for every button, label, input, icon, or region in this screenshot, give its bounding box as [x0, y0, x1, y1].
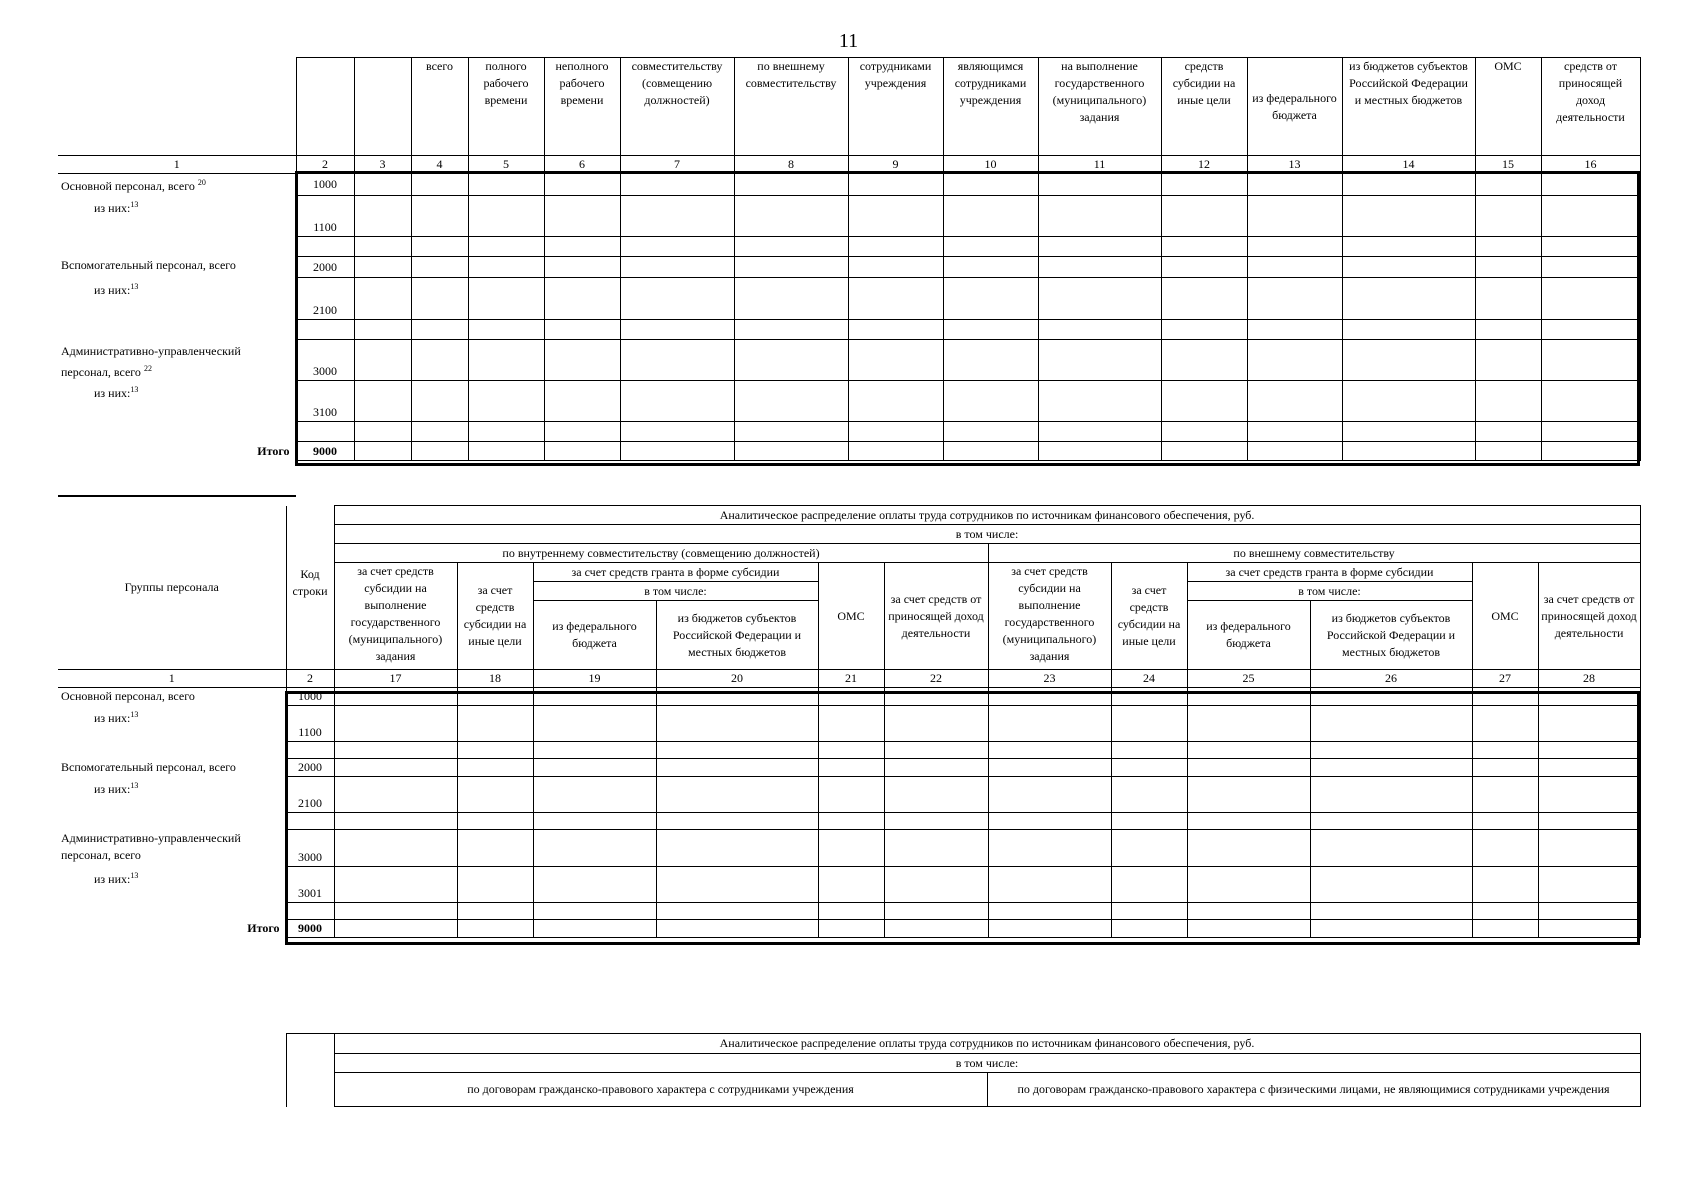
col-number: 28: [1538, 670, 1640, 688]
row-label: [58, 777, 286, 813]
footnote-ref: 22: [143, 363, 152, 373]
row-code: 2100: [296, 278, 354, 320]
middle-row-1000: [58, 688, 1640, 706]
row-label: Вспомогательный персонал, всего: [61, 257, 236, 272]
bottom-table: [58, 1033, 1641, 1107]
row-code: 1100: [296, 196, 354, 237]
group-header: Группы персонала: [58, 506, 286, 670]
row-label: Административно-управленческий персонал, всего: [61, 830, 241, 862]
row-label-text: из них:: [94, 871, 131, 886]
top-header-part-time: неполного рабочего времени: [544, 58, 620, 156]
oms-header: ОМС: [818, 563, 884, 670]
row-label: [58, 340, 296, 381]
col-number: 27: [1472, 670, 1538, 688]
grant-header: за счет средств гранта в форме субсидии: [1187, 563, 1472, 582]
top-row-3000: [58, 340, 1640, 381]
external-combo-header: по внешнему совместительству: [988, 544, 1640, 563]
top-header-full-time: полного рабочего времени: [468, 58, 544, 156]
row-label: [58, 196, 296, 237]
subsidy-other-header: за счет средств субсидии на иные цели: [457, 563, 533, 670]
middle-col-numbers: [58, 670, 1640, 688]
row-code: 3000: [286, 830, 334, 867]
gph-other-header: по договорам гражданско-правового характера с физическими лицами, не являющимися сотрудниками учреждения: [987, 1073, 1640, 1107]
bottom-title: Аналитическое распределение оплаты труда сотрудников по источникам финансового обеспечения, руб.: [334, 1034, 1640, 1054]
middle-row-blank: [58, 813, 1640, 830]
middle-row-blank: [58, 742, 1640, 759]
top-row-2100: [58, 278, 1640, 320]
income-header: за счет средств от приносящей доход деятельности: [884, 563, 988, 670]
middle-row-2000: [58, 759, 1640, 777]
page-number: 11: [838, 30, 859, 52]
row-label-text: из них:: [94, 282, 131, 297]
middle-row-2100: [58, 777, 1640, 813]
col-number: 6: [544, 156, 620, 174]
footnote-ref: 20: [197, 178, 206, 187]
col-number: 12: [1161, 156, 1247, 174]
top-header-col3: [354, 58, 411, 156]
oms-header: ОМС: [1472, 563, 1538, 670]
code-header: Код строки: [286, 506, 334, 670]
row-code: 3100: [296, 381, 354, 422]
middle-title-row: [58, 506, 1640, 525]
col-number: 1: [58, 156, 296, 174]
row-code: 2100: [286, 777, 334, 813]
top-header-external-combo: по внешнему совместительству: [734, 58, 848, 156]
row-label-text: из них:: [94, 200, 131, 215]
row-code: 1000: [286, 688, 334, 706]
col-number: 2: [296, 156, 354, 174]
col-number: 21: [818, 670, 884, 688]
in-that-number: в том числе:: [334, 525, 1640, 544]
top-header-other-goals: средств субсидии на иные цели: [1161, 58, 1247, 156]
top-header-non-staff: являющимся сотрудниками учреждения: [943, 58, 1038, 156]
internal-combo-header: по внутреннему совместительству (совмещению должностей): [334, 544, 988, 563]
top-row-3100: [58, 381, 1640, 422]
col-number: 13: [1247, 156, 1342, 174]
row-code: 9000: [296, 442, 354, 461]
row-code: 1000: [296, 174, 354, 196]
col-number: 25: [1187, 670, 1310, 688]
col-number: 10: [943, 156, 1038, 174]
top-header-row: [58, 58, 1640, 156]
footnote-ref: 13: [130, 709, 139, 719]
col-number: 7: [620, 156, 734, 174]
footnote-ref: 13: [130, 870, 139, 880]
col-number: 15: [1475, 156, 1541, 174]
top-row-blank: [58, 422, 1640, 442]
row-label: [58, 381, 296, 422]
top-row-1100: [58, 196, 1640, 237]
top-header-col1: [58, 58, 296, 156]
row-code: 2000: [296, 257, 354, 278]
col-number: 2: [286, 670, 334, 688]
middle-row-blank: [58, 903, 1640, 920]
top-header-federal: из федерального бюджета: [1247, 58, 1342, 156]
subsidy-other-header: за счет средств субсидии на иные цели: [1111, 563, 1187, 670]
col-number: 20: [656, 670, 818, 688]
row-label-text: Основной персонал, всего: [61, 179, 195, 193]
col-number: 16: [1541, 156, 1640, 174]
footnote-ref: 13: [130, 384, 139, 394]
row-label: [58, 706, 286, 742]
row-label: [58, 174, 296, 196]
bottom-title-row: [58, 1034, 1640, 1054]
top-header-code: [296, 58, 354, 156]
row-code: 3000: [296, 340, 354, 381]
top-header-income: средств от приносящей доход деятельности: [1541, 58, 1640, 156]
col-number: 14: [1342, 156, 1475, 174]
col-number: 11: [1038, 156, 1161, 174]
middle-row-1100: [58, 706, 1640, 742]
total-label: Итого: [257, 443, 290, 458]
row-label-text: из них:: [94, 385, 131, 400]
subsidy-task-header: за счет средств субсидии на выполнение государственного (муниципального) задания: [334, 563, 457, 670]
col-number: 5: [468, 156, 544, 174]
top-header-regional: из бюджетов субъектов Российской Федерации и местных бюджетов: [1342, 58, 1475, 156]
col-number: 24: [1111, 670, 1187, 688]
top-header-total: всего: [411, 58, 468, 156]
total-label: Итого: [247, 921, 280, 935]
top-table: [58, 57, 1641, 461]
top-row-1000: [58, 174, 1640, 196]
footnote-separator: [58, 495, 296, 497]
row-label-text: из них:: [94, 710, 131, 725]
row-label: [58, 867, 286, 903]
top-header-oms: ОМС: [1475, 58, 1541, 156]
in-that-number: в том числе:: [334, 1054, 1640, 1073]
grant-sub-header: в том числе:: [1187, 582, 1472, 601]
grant-header: за счет средств гранта в форме субсидии: [533, 563, 818, 582]
col-number: 4: [411, 156, 468, 174]
footnote-ref: 13: [130, 780, 139, 790]
middle-table: [58, 505, 1641, 938]
regional-header: из бюджетов субъектов Российской Федерации и местных бюджетов: [1310, 601, 1472, 670]
footnote-ref: 13: [130, 199, 139, 209]
col-number: 19: [533, 670, 656, 688]
footnote-ref: 13: [130, 281, 139, 291]
gph-staff-header: по договорам гражданско-правового характера с сотрудниками учреждения: [334, 1073, 987, 1107]
row-label-text: Административно-управленческий персонал, всего: [61, 343, 241, 379]
middle-row-total: [58, 920, 1640, 938]
top-row-blank: [58, 320, 1640, 340]
top-row-total: [58, 442, 1640, 461]
col-number: 1: [58, 670, 286, 688]
middle-title: Аналитическое распределение оплаты труда сотрудников по источникам финансового обеспечения, руб.: [334, 506, 1640, 525]
col-number: 26: [1310, 670, 1472, 688]
middle-row-3001: [58, 867, 1640, 903]
federal-header: из федерального бюджета: [1187, 601, 1310, 670]
row-code: 2000: [286, 759, 334, 777]
row-code: 3001: [286, 867, 334, 903]
middle-row-3000: [58, 830, 1640, 867]
income-header: за счет средств от приносящей доход деятельности: [1538, 563, 1640, 670]
top-col-numbers: [58, 156, 1640, 174]
row-label: [58, 278, 296, 320]
subsidy-task-header: за счет средств субсидии на выполнение государственного (муниципального) задания: [988, 563, 1111, 670]
row-label: Основной персонал, всего: [61, 689, 195, 703]
col-number: 17: [334, 670, 457, 688]
row-code: 9000: [286, 920, 334, 938]
top-header-internal-combo: совместительству (совмещению должностей): [620, 58, 734, 156]
col-number: 8: [734, 156, 848, 174]
grant-sub-header: в том числе:: [533, 582, 818, 601]
top-header-state-task: на выполнение государственного (муниципального) задания: [1038, 58, 1161, 156]
col-number: 18: [457, 670, 533, 688]
row-label: Вспомогательный персонал, всего: [61, 759, 236, 774]
col-number: 22: [884, 670, 988, 688]
row-code: 1100: [286, 706, 334, 742]
col-number: 23: [988, 670, 1111, 688]
top-header-staff: сотрудниками учреждения: [848, 58, 943, 156]
regional-header: из бюджетов субъектов Российской Федерации и местных бюджетов: [656, 601, 818, 670]
col-number: 3: [354, 156, 411, 174]
top-row-blank: [58, 237, 1640, 257]
row-label-text: из них:: [94, 781, 131, 796]
top-row-2000: [58, 257, 1640, 278]
col-number: 9: [848, 156, 943, 174]
federal-header: из федерального бюджета: [533, 601, 656, 670]
